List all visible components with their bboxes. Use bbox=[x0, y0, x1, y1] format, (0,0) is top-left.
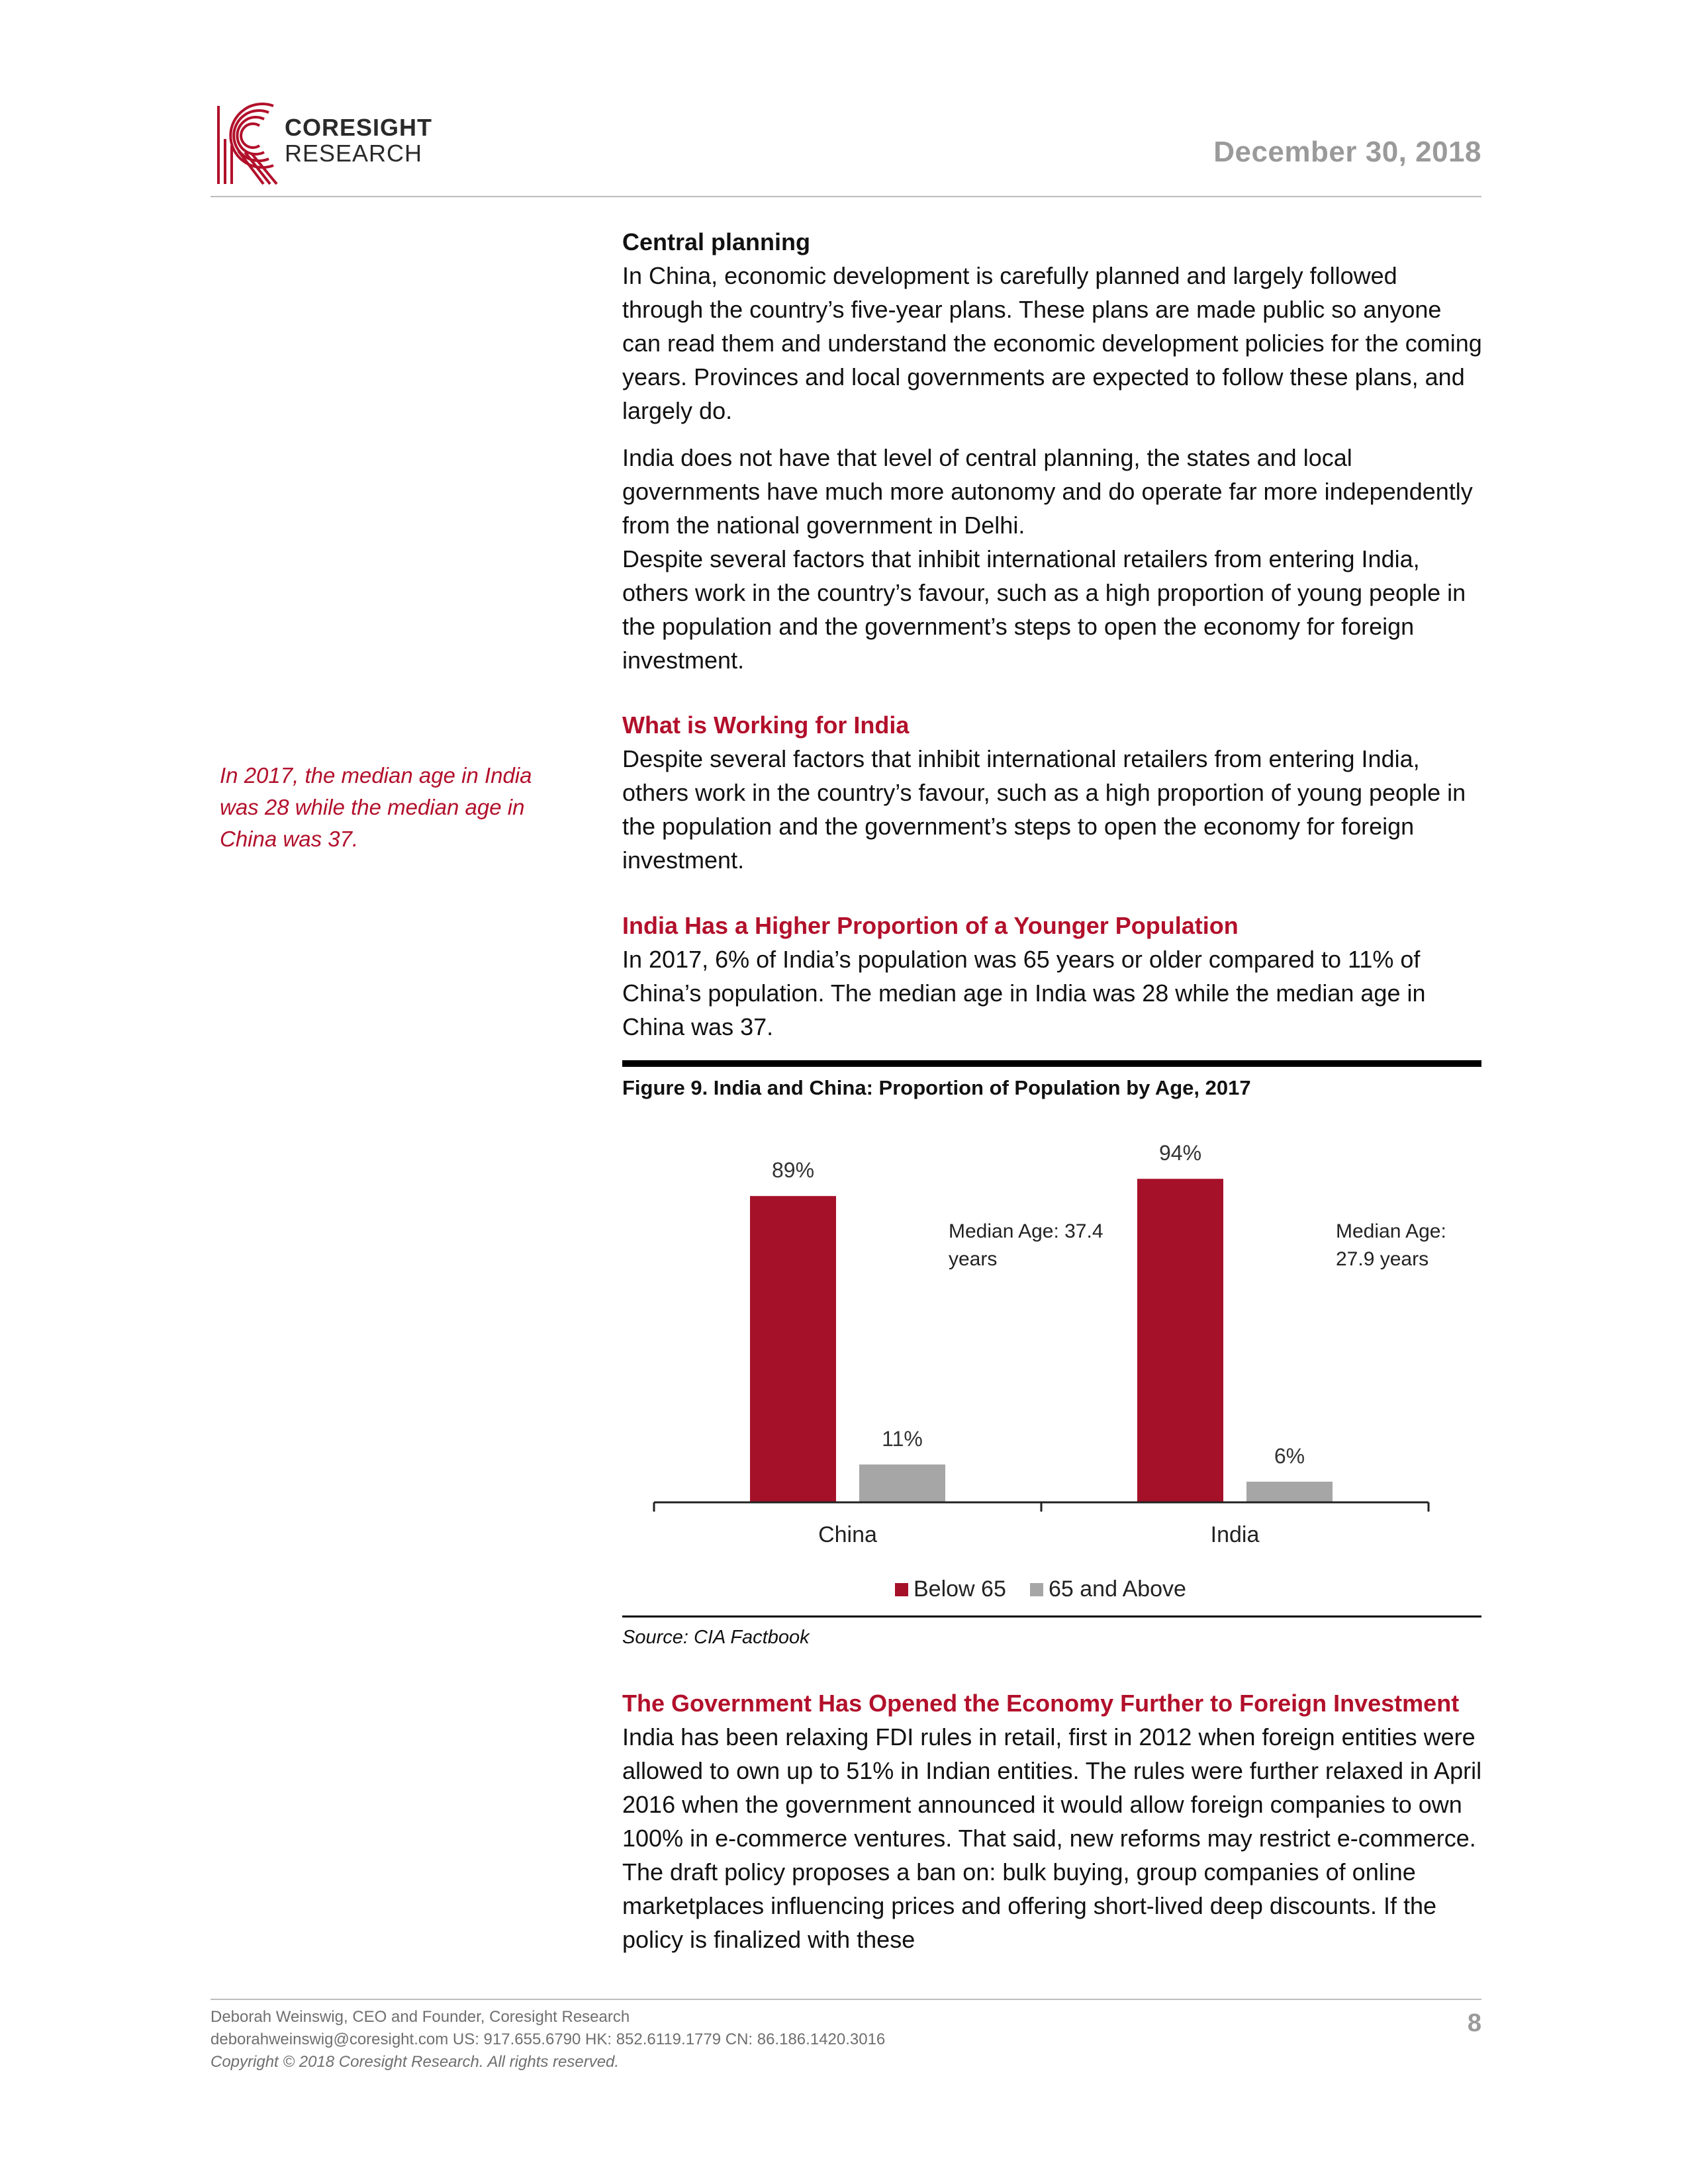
figure-title: Figure 9. India and China: Proportion of Population by Age, 2017 bbox=[622, 1076, 1251, 1099]
population-by-age-chart bbox=[622, 1118, 1481, 1602]
page-number: 8 bbox=[1467, 2009, 1481, 2037]
report-date: December 30, 2018 bbox=[1213, 136, 1481, 168]
section-central-planning bbox=[622, 225, 1483, 428]
bar-india-below-65 bbox=[1137, 1179, 1223, 1502]
heading-younger-population: India Has a Higher Proportion of a Younger Population bbox=[622, 912, 1239, 939]
footer-contact: deborahweinswig@coresight.com US: 917.655.6790 HK: 852.6119.1779 CN: 86.186.1420.3016 bbox=[211, 2030, 886, 2048]
x-tick-label: India bbox=[1210, 1522, 1260, 1547]
bar-india-65-and-above bbox=[1246, 1482, 1333, 1502]
legend-label: 65 and Above bbox=[1049, 1576, 1186, 1602]
legend-swatch bbox=[895, 1583, 908, 1596]
paragraph: In China, economic development is carefully planned and largely followed through the country’s five-year plans. These plans are made public so anyone can read them and understand the economic development policies for the coming years. Provinces and local governments are expected to follow these plans, and largely do. bbox=[622, 262, 1482, 424]
figure-top-rule bbox=[622, 1060, 1481, 1067]
logo-mark-icon bbox=[218, 104, 277, 184]
paragraph: In 2017, 6% of India’s population was 65 years or older compared to 11% of China’s population. The median age in India was 28 while the median age in China was 37. bbox=[622, 946, 1426, 1040]
section-younger-population bbox=[622, 909, 1483, 1044]
section-working-for-india bbox=[622, 708, 1483, 877]
data-label: 6% bbox=[1274, 1443, 1305, 1468]
data-label: 11% bbox=[882, 1426, 923, 1451]
logo-text-research: RESEARCH bbox=[285, 140, 423, 167]
heading-fdi: The Government Has Opened the Economy Further to Foreign Investment bbox=[622, 1690, 1460, 1717]
bar-china-65-and-above bbox=[859, 1465, 945, 1502]
section-central-planning-cont bbox=[622, 441, 1483, 677]
paragraph: Despite several factors that inhibit international retailers from entering India, others work in the country’s favour, such as a high proportion of young people in the population and the government’s steps to open the economy for foreign investment. bbox=[622, 545, 1466, 674]
header-divider bbox=[211, 196, 1481, 197]
footer-author: Deborah Weinswig, CEO and Founder, Coresight Research bbox=[211, 2008, 630, 2026]
data-label: 94% bbox=[1158, 1141, 1202, 1165]
sidebar-pull-quote: In 2017, the median age in India was 28 while the median age in China was 37. bbox=[220, 763, 532, 851]
median-age-annotation: Median Age: 37.4 bbox=[949, 1220, 1103, 1242]
paragraph: India does not have that level of central planning, the states and local governments have much more autonomy and do operate far more independently from the national government in Delhi. bbox=[622, 444, 1473, 539]
bar-china-below-65 bbox=[750, 1196, 836, 1502]
paragraph: India has been relaxing FDI rules in retail, first in 2012 when foreign entities were allowed to own up to 51% in Indian entities. The rules were further relaxed in April 2016 when the government announced it would allow foreign companies to own 100% in e-commerce ventures. That said, new reforms may restrict e-commerce. The draft policy proposes a ban on: bulk buying, group companies of online marketplaces influencing prices and offering short-lived deep discounts. If the policy is finalized with these bbox=[622, 1723, 1482, 1953]
footer-divider bbox=[211, 1999, 1481, 2000]
legend-swatch bbox=[1030, 1583, 1043, 1596]
legend-label: Below 65 bbox=[914, 1576, 1006, 1602]
figure-bottom-rule bbox=[622, 1615, 1481, 1617]
median-age-annotation: Median Age: bbox=[1336, 1220, 1446, 1242]
heading-working-for-india: What is Working for India bbox=[622, 711, 910, 739]
heading-central-planning: Central planning bbox=[622, 228, 811, 255]
median-age-annotation: 27.9 years bbox=[1336, 1248, 1429, 1270]
data-label: 89% bbox=[771, 1158, 815, 1183]
logo-text-coresight: CORESIGHT bbox=[285, 114, 433, 141]
section-fdi bbox=[622, 1686, 1483, 1956]
paragraph: Despite several factors that inhibit international retailers from entering India, others work in the country’s favour, such as a high proportion of young people in the population and the government’s steps to open the economy for foreign investment. bbox=[622, 745, 1466, 874]
median-age-annotation: years bbox=[949, 1248, 998, 1270]
footer-copyright: Copyright © 2018 Coresight Research. All rights reserved. bbox=[211, 2053, 620, 2071]
x-tick-label: China bbox=[818, 1522, 877, 1547]
figure-source: Source: CIA Factbook bbox=[622, 1627, 810, 1648]
